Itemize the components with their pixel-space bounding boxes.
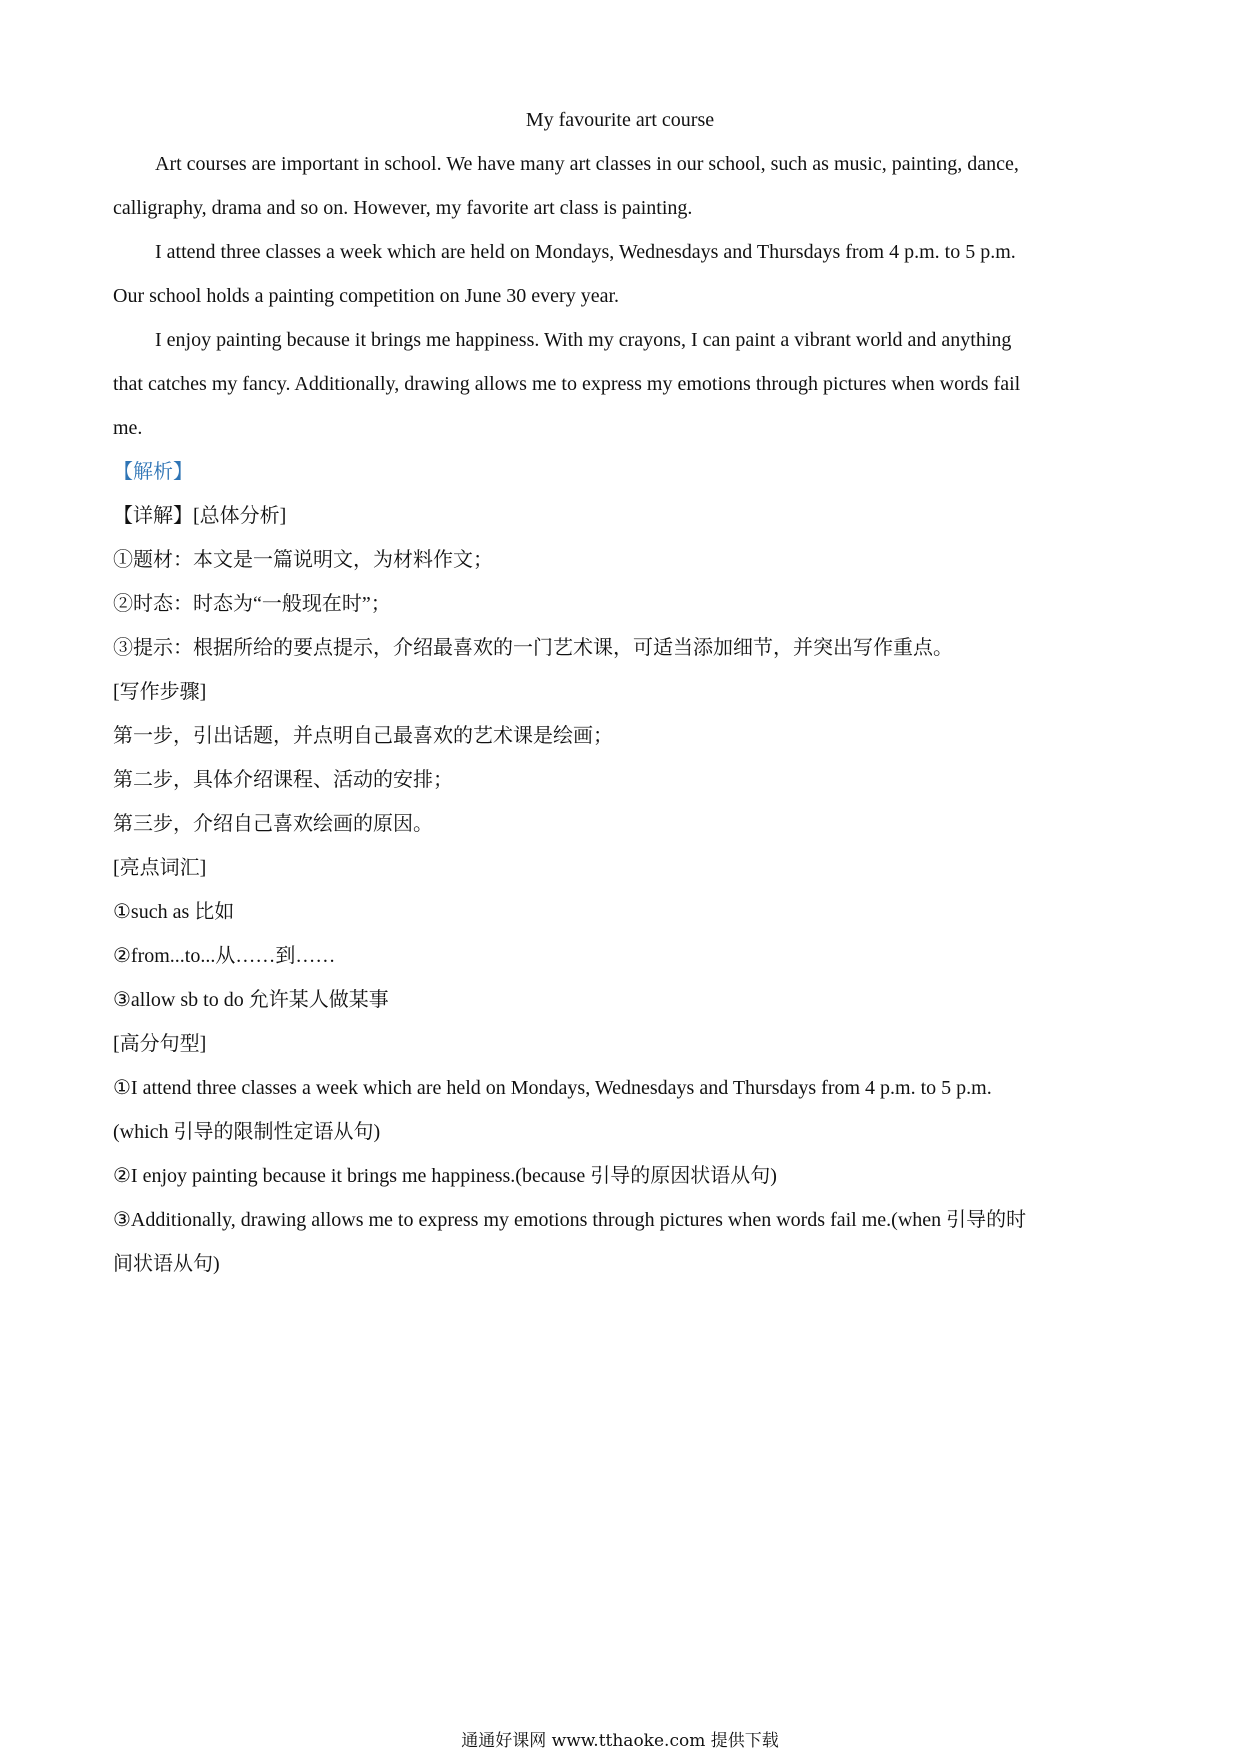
vocab-item: ②from...to...从……到……	[113, 945, 336, 967]
sentence-item: 间状语从句)	[113, 1253, 220, 1275]
sentences-heading: [高分句型]	[113, 1033, 207, 1055]
sentence-item: ②I enjoy painting because it brings me happiness.(because 引导的原因状语从句)	[113, 1165, 777, 1187]
essay-paragraph-line: me.	[113, 417, 143, 439]
overview-item: ①题材：本文是一篇说明文，为材料作文；	[113, 549, 493, 571]
essay-paragraph-line: that catches my fancy. Additionally, drawing allows me to express my emotions through pictures when words fail	[113, 373, 1021, 395]
detail-heading: 【详解】[总体分析]	[113, 505, 287, 527]
overview-item: ②时态：时态为“一般现在时”；	[113, 593, 391, 615]
sentence-item: (which 引导的限制性定语从句)	[113, 1121, 381, 1143]
sentence-item: ③Additionally, drawing allows me to express my emotions through pictures when words fail me.(when 引导的时	[113, 1209, 1027, 1231]
steps-heading: [写作步骤]	[113, 681, 207, 703]
vocab-heading: [亮点词汇]	[113, 857, 207, 879]
sentence-item: ①I attend three classes a week which are held on Mondays, Wednesdays and Thursdays from 4 p.m. to 5 p.m.	[113, 1077, 992, 1099]
page-footer: 通通好课网 www.tthaoke.com 提供下载	[461, 1731, 779, 1751]
vocab-item: ①such as 比如	[113, 901, 235, 923]
overview-item: ③提示：根据所给的要点提示，介绍最喜欢的一门艺术课，可适当添加细节，并突出写作重点。	[113, 637, 953, 659]
step-item: 第二步，具体介绍课程、活动的安排；	[113, 769, 453, 791]
analysis-heading: 【解析】	[113, 461, 193, 483]
step-item: 第一步，引出话题，并点明自己最喜欢的艺术课是绘画；	[113, 725, 613, 747]
essay-paragraph-line: I attend three classes a week which are held on Mondays, Wednesdays and Thursdays from 4 p.m. to 5 p.m.	[155, 241, 1016, 263]
vocab-item: ③allow sb to do 允许某人做某事	[113, 989, 389, 1011]
essay-paragraph-line: I enjoy painting because it brings me happiness. With my crayons, I can paint a vibrant world and anything	[155, 329, 1012, 351]
essay-paragraph-line: Our school holds a painting competition on June 30 every year.	[113, 285, 620, 307]
step-item: 第三步，介绍自己喜欢绘画的原因。	[113, 813, 433, 835]
essay-paragraph-line: Art courses are important in school. We have many art classes in our school, such as music, painting, dance,	[155, 153, 1019, 175]
essay-title: My favourite art course	[525, 109, 715, 131]
essay-paragraph-line: calligraphy, drama and so on. However, my favorite art class is painting.	[113, 197, 693, 219]
